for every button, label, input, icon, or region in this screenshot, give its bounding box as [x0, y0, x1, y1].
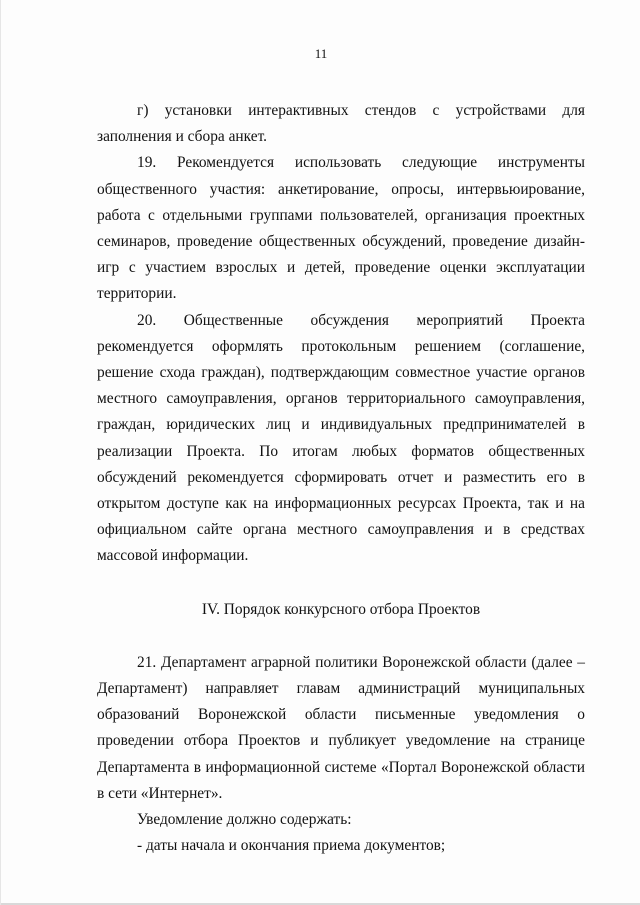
paragraph-item-g: г) установки интерактивных стендов с устройствами для заполнения и сбора анкет. [97, 102, 585, 146]
section-heading: IV. Порядок конкурсного отбора Проектов [201, 600, 481, 618]
paragraph-21: 21. Департамент аграрной политики Воронежской области (далее – Департамент) направляет главам администраций муниципальных образований Воронежской области письменные уведомления о проведении отбора Проектов и публикует уведомление на странице Департамента в информационной системе «Портал Воронежской области в сети «Интернет». [97, 653, 585, 802]
document-body [97, 98, 585, 859]
page-number: 11 [314, 46, 328, 61]
notice-intro: Уведомление должно содержать: [137, 811, 352, 829]
paragraph-20: 20. Общественные обсуждения мероприятий Проекта рекомендуется оформлять протокольным решением (соглашение, решение схода граждан), подтверждающим совместное участие органов местного самоуправления, органов территориального самоуправления, граждан, юридических лиц и индивидуальных предпринимателей в реализации Проекта. По итогам любых форматов общественных обсуждений рекомендуется сформировать отчет и разместить его в открытом доступе как на информационных ресурсах Проекта, так и на официальном сайте органа местного самоуправления и в средствах массовой информации. [97, 311, 585, 565]
notice-item-dates: - даты начала и окончания приема документов; [137, 837, 446, 855]
paragraph-19: 19. Рекомендуется использовать следующие инструменты общественного участия: анкетирование, опросы, интервьюирование, работа с отдельными группами пользователей, организация проектных семинаров, проведение общественных обсуждений, проведение дизайн-игр с участием взрослых и детей, проведение оценки эксплуатации территории. [97, 154, 585, 303]
